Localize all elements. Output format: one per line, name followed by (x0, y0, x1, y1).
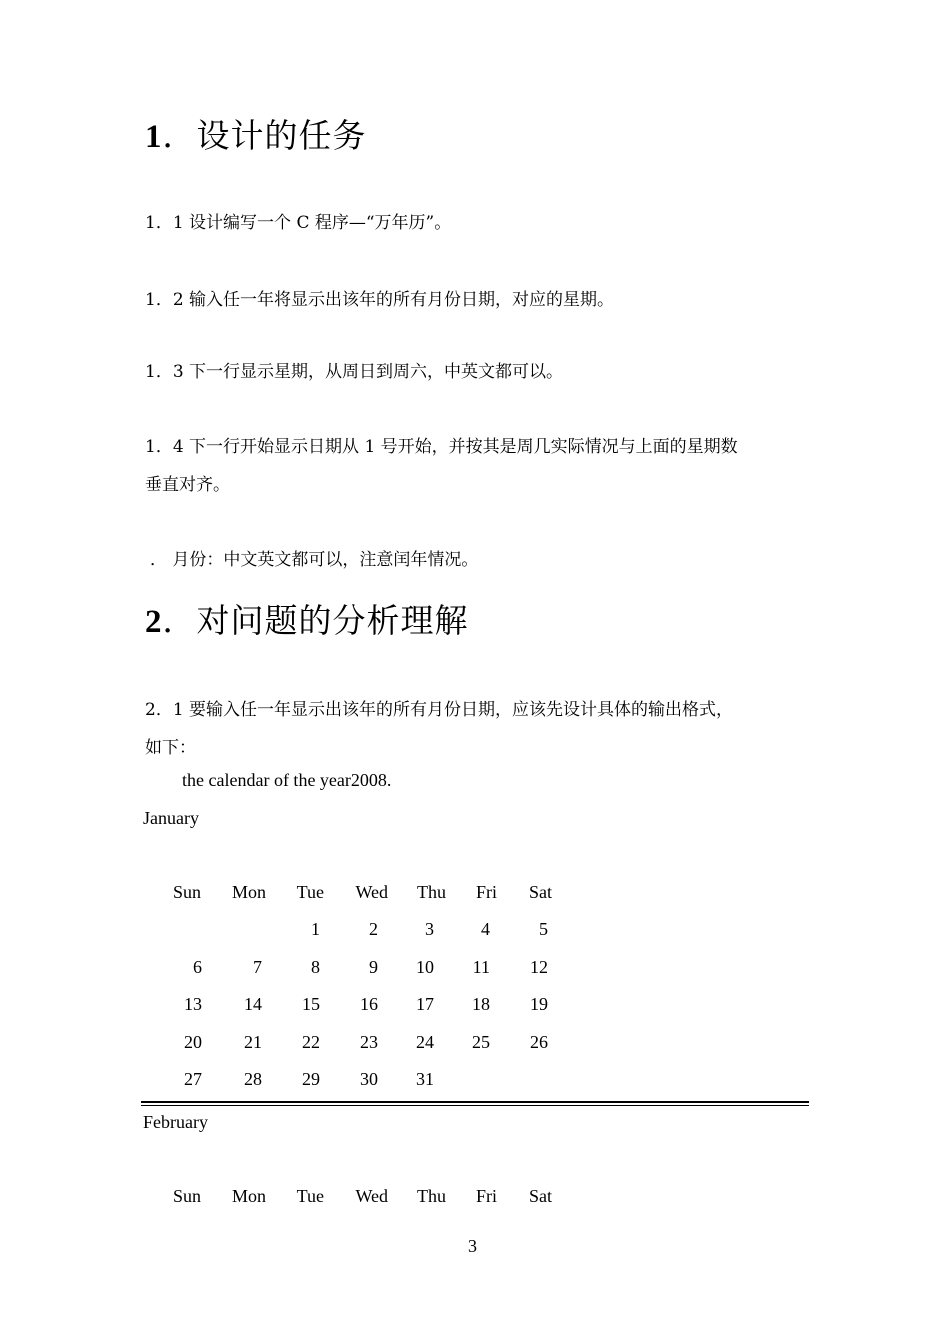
day-cell: 1 (311, 919, 320, 940)
item-1-1: 1．1 设计编写一个 C 程序—“万年历”。 (145, 213, 452, 233)
month-name-february: February (143, 1112, 208, 1132)
item-1-3: 1．3 下一行显示星期，从周日到周六，中英文都可以。 (145, 362, 564, 382)
day-cell: 9 (369, 956, 378, 977)
page-number: 3 (468, 1236, 477, 1256)
day-cell: 15 (302, 994, 320, 1015)
day-cell: 28 (244, 1069, 262, 1089)
section-2-dot: ． (162, 601, 197, 640)
weekday-header-tue: Tue (296, 882, 324, 902)
weekday-header-tue: Tue (296, 1186, 324, 1206)
weekday-header-sun: Sun (172, 882, 201, 902)
item-2-1: 2．1 要输入任一年显示出该年的所有月份日期，应该先设计具体的输出格式， (145, 700, 734, 720)
divider-double-top (141, 1101, 809, 1103)
section-2-title: 对问题的分析理解 (196, 601, 469, 640)
day-cell: 26 (530, 1031, 548, 1052)
weekday-header-sat: Sat (528, 882, 552, 902)
day-cell: 19 (530, 994, 548, 1015)
item-1-4: 1．4 下一行开始显示日期从 1 号开始，并按其是周几实际情况与上面的星期数 (145, 437, 738, 457)
day-cell: 7 (253, 956, 262, 977)
weekday-header-wed: Wed (355, 882, 388, 902)
day-cell: 31 (416, 1069, 434, 1089)
weekday-header-sun: Sun (172, 1186, 201, 1206)
item-1-5: ． 月份：中文英文都可以，注意闰年情况。 (150, 550, 479, 570)
item-1-4-continued: 垂直对齐。 (145, 475, 230, 495)
item-2-1-continued: 如下： (145, 738, 196, 758)
weekday-header-mon: Mon (231, 1186, 266, 1206)
section-1-dot: ． (162, 116, 197, 155)
day-cell: 3 (425, 919, 434, 940)
day-cell: 16 (360, 994, 378, 1015)
day-cell: 29 (302, 1069, 320, 1089)
weekday-header-thu: Thu (417, 882, 446, 902)
calendar-title: the calendar of the year2008. (182, 770, 392, 790)
day-cell: 11 (472, 956, 490, 977)
day-cell: 18 (472, 994, 490, 1015)
day-cell: 13 (184, 994, 202, 1015)
weekday-header-sat: Sat (528, 1186, 552, 1206)
weekday-header-thu: Thu (417, 1186, 446, 1206)
day-cell: 12 (530, 956, 548, 977)
weekday-header-wed: Wed (355, 1186, 388, 1206)
day-cell: 27 (184, 1069, 202, 1089)
section-1-title: 设计的任务 (196, 116, 367, 155)
day-cell: 14 (244, 994, 262, 1015)
day-cell: 4 (481, 919, 490, 940)
item-1-2: 1．2 输入任一年将显示出该年的所有月份日期，对应的星期。 (145, 290, 615, 310)
section-1-heading (145, 110, 367, 157)
day-cell: 6 (193, 956, 202, 977)
section-1-number: 1 (145, 119, 163, 155)
weekday-header-mon: Mon (231, 882, 266, 902)
day-cell: 10 (416, 956, 434, 977)
day-cell: 22 (302, 1031, 320, 1052)
day-cell: 30 (360, 1069, 378, 1089)
divider-double-bottom (141, 1105, 809, 1106)
day-cell: 5 (539, 919, 548, 940)
section-2-heading (145, 595, 469, 642)
day-cell: 24 (416, 1031, 434, 1052)
day-cell: 17 (416, 994, 434, 1015)
day-cell: 8 (311, 956, 320, 977)
day-cell: 25 (472, 1031, 490, 1052)
day-cell: 20 (184, 1031, 202, 1052)
weekday-header-fri: Fri (475, 882, 497, 902)
day-cell: 2 (369, 919, 378, 940)
day-cell: 23 (360, 1031, 378, 1052)
weekday-header-fri: Fri (475, 1186, 497, 1206)
section-2-number: 2 (145, 604, 163, 640)
month-name-january: January (143, 808, 199, 828)
day-cell: 21 (244, 1031, 262, 1052)
